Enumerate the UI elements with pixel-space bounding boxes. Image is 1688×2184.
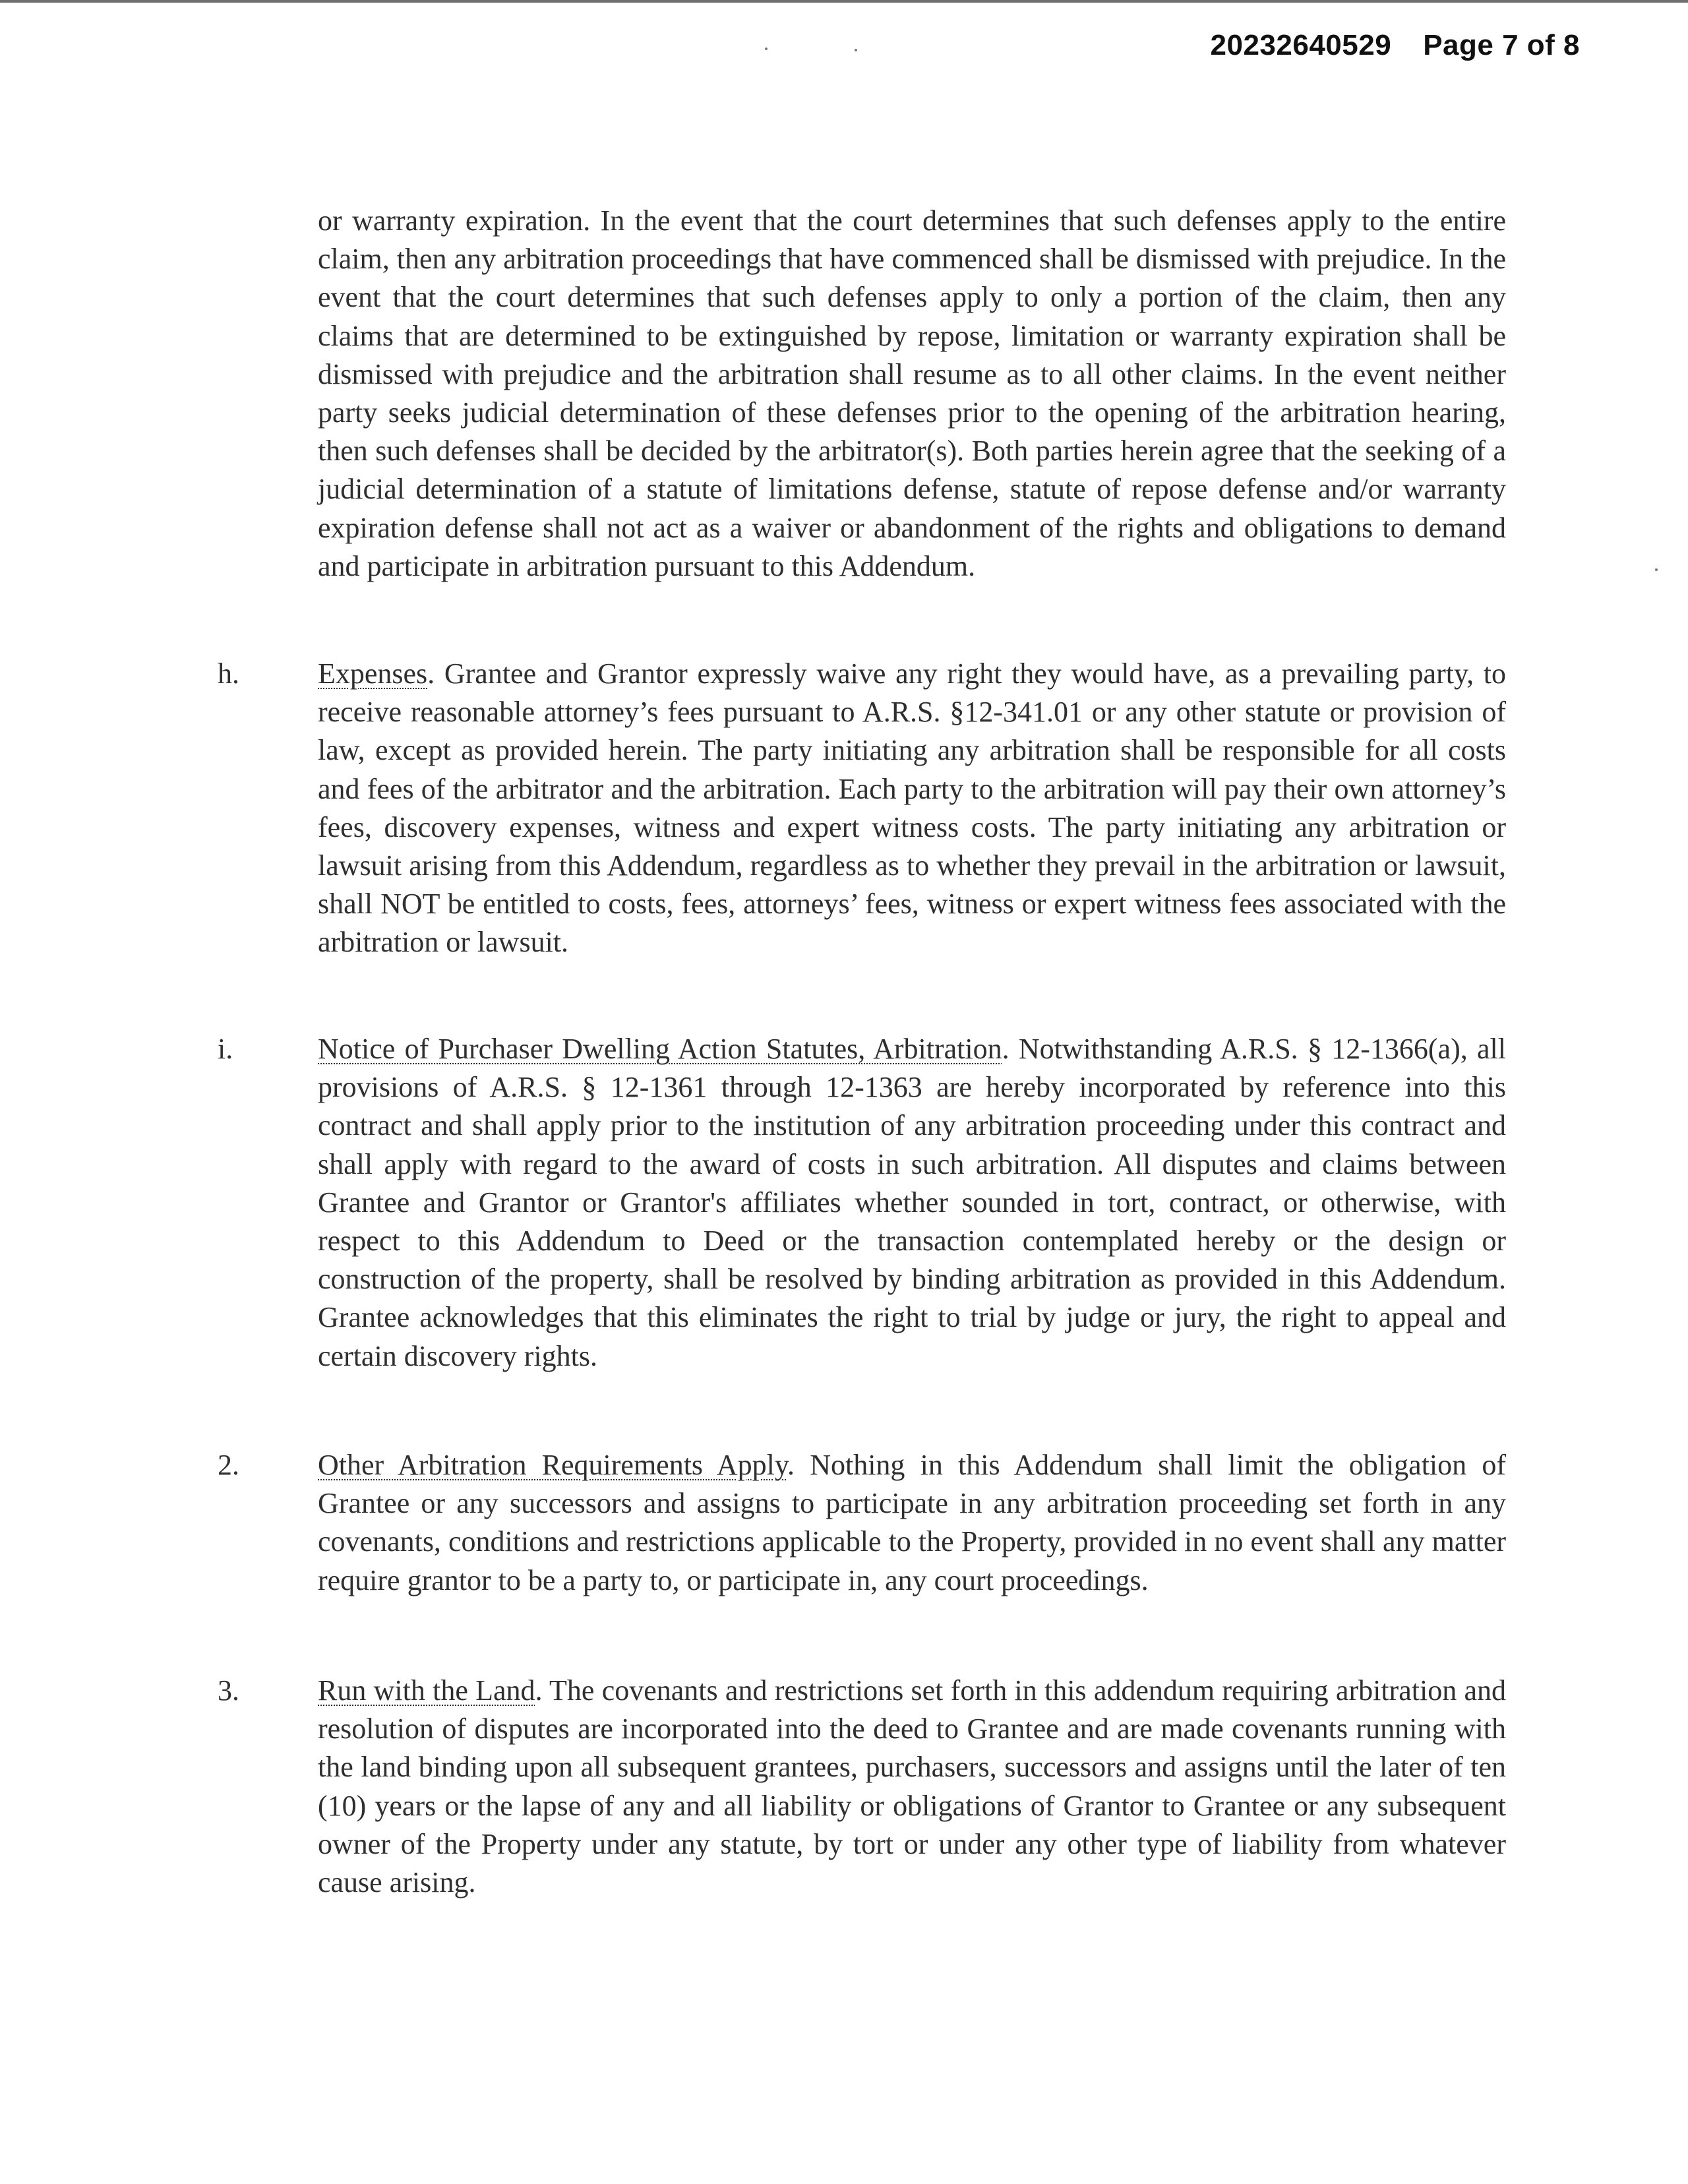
section-text: . Notwithstanding A.R.S. § 12-1366(a), all provisions of A.R.S. § 12-1361 through 12-1363 are hereby incorporated by reference into this contract and shall apply prior to the institution of any arbitration proceeding under this contract and shall apply with regard to the award of costs in such arbitration. All disputes and claims between Grantee and Grantor or Grantor's affiliates whether sounded in tort, contract, or otherwise, with respect to this Addendum to Deed or the transaction contemplated hereby or the design or construction of the property, shall be resolved by binding arbitration as provided in this Addendum. Grantee acknowledges that this eliminates the right to trial by judge or jury, the right to appeal and certain discovery rights. bbox=[318, 1033, 1506, 1372]
section-2-other-arbitration bbox=[318, 1446, 1506, 1600]
section-heading: Other Arbitration Requirements Apply bbox=[318, 1449, 787, 1481]
scan-speck bbox=[855, 49, 857, 51]
section-text: . Nothing in this Addendum shall limit the obligation of Grantee or any successors and assigns to participate in any arbitration proceeding set forth in any covenants, conditions and restrictions applicable to the Property, provided in no event shall any matter require grantor to be a party to, or participate in, any court proceedings. bbox=[318, 1449, 1506, 1596]
section-marker-3: 3. bbox=[218, 1674, 239, 1707]
section-marker-2: 2. bbox=[218, 1449, 239, 1481]
scan-speck bbox=[1655, 568, 1658, 571]
scan-speck bbox=[765, 47, 768, 50]
scan-top-border bbox=[0, 0, 1688, 3]
section-h-expenses bbox=[318, 655, 1506, 962]
section-i-notice bbox=[318, 1030, 1506, 1376]
section-heading: Expenses bbox=[318, 657, 428, 690]
section-text: . The covenants and restrictions set forth in this addendum requiring arbitration and resolution of disputes are incorporated into the deed to Grantee and are made covenants running with the land binding upon all subsequent grantees, purchasers, successors and assigns until the later of ten (10) years or the lapse of any and all liability or obligations of Grantor to Grantee or any subsequent owner of the Property under any statute, by tort or under any other type of liability from whatever cause arising. bbox=[318, 1674, 1506, 1899]
document-number: 20232640529 bbox=[1210, 29, 1392, 61]
section-heading: Run with the Land bbox=[318, 1674, 535, 1707]
page-number: Page 7 of 8 bbox=[1423, 29, 1580, 61]
section-marker-i: i. bbox=[218, 1033, 233, 1065]
section-text: . Grantee and Grantor expressly waive any right they would have, as a prevailing party, to receive reasonable attorney’s fees pursuant to A.R.S. §12-341.01 or any other statute or provision of law, except as provided herein. The party initiating any arbitration shall be responsible for all costs and fees of the arbitrator and the arbitration. Each party to the arbitration will pay their own attorney’s fees, discovery expenses, witness and expert witness costs. The party initiating any arbitration or lawsuit arising from this Addendum, regardless as to whether they prevail in the arbitration or lawsuit, shall NOT be entitled to costs, fees, attorneys’ fees, witness or expert witness fees associated with the arbitration or lawsuit. bbox=[318, 657, 1506, 959]
recording-header bbox=[1211, 29, 1581, 62]
section-3-run-with-land bbox=[318, 1672, 1506, 1902]
paragraph-text: or warranty expiration. In the event that the court determines that such defenses apply to the entire claim, then any arbitration proceedings that have commenced shall be dismissed with prejudice. In the event that the court determines that such defenses apply to only a portion of the claim, then any claims that are determined to be extinguished by repose, limitation or warranty expiration shall be dismissed with prejudice and the arbitration shall resume as to all other claims. In the event neither party seeks judicial determination of these defenses prior to the opening of the arbitration hearing, then such defenses shall be decided by the arbitrator(s). Both parties herein agree that the seeking of a judicial determination of a statute of limitations defense, statute of repose defense and/or warranty expiration defense shall not act as a waiver or abandonment of the rights and obligations to demand and participate in arbitration pursuant to this Addendum. bbox=[318, 204, 1506, 582]
section-heading: Notice of Purchaser Dwelling Action Statutes, Arbitration bbox=[318, 1033, 1002, 1065]
section-marker-h: h. bbox=[218, 657, 239, 690]
paragraph-g-continued bbox=[318, 202, 1506, 586]
